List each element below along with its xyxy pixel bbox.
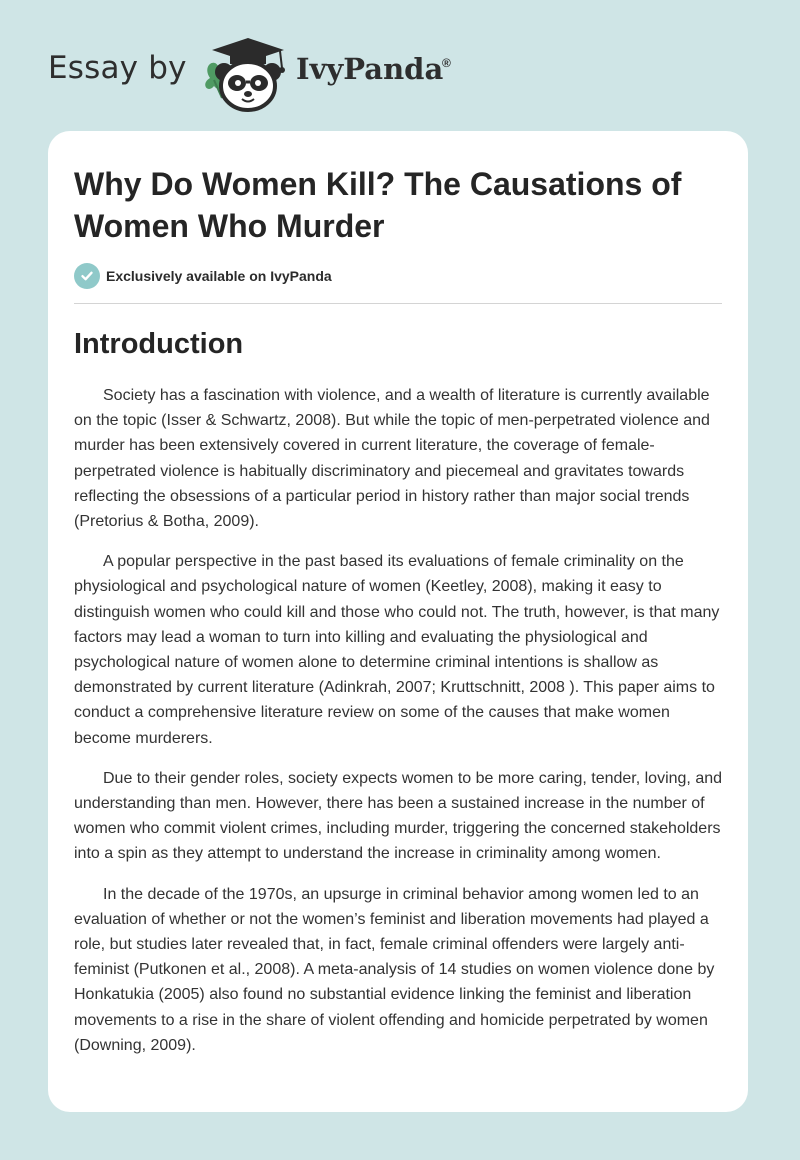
essay-body: [74, 383, 726, 1073]
check-icon: [74, 263, 100, 289]
panda-graduate-icon[interactable]: [200, 36, 296, 112]
paragraph: Society has a fascination with violence, and a wealth of literature is currently available on the topic (Isser & Schwartz, 2008). But while the topic of men-perpetrated violence and murder has been extensively covered in current literature, the coverage of female-perpetrated violence is habitually discriminatory and piecemeal and gravitates towards reflecting the obsessions of a particular period in history rather than major social trends (Pretorius & Botha, 2009).: [74, 387, 710, 531]
registered-mark: ®: [442, 56, 451, 70]
paragraph: Due to their gender roles, society expects women to be more caring, tender, loving, and understanding than men. However, there has been a sustained increase in the number of women who commit violent crimes, including murder, triggering the concerned stakeholders into a spin as they attempt to understand the increase in criminality among women.: [74, 769, 723, 863]
paragraph: A popular perspective in the past based its evaluations of female criminality on the physiological and psychological nature of women (Keetley, 2008), making it easy to distinguish women who could kill and those who could not. The truth, however, is that many factors may lead a woman to turn into killing and evaluating the physiological and psychological nature of women alone to determine criminal intentions is shallow as demonstrated by current literature (Adinkrah, 2007; Kruttschnitt, 2008 ). This paper aims to conduct a comprehensive literature review on some of the causes that make women become murderers.: [74, 553, 720, 747]
badge-label: Exclusively available on IvyPanda: [106, 268, 332, 284]
essay-card: [48, 131, 748, 1112]
exclusive-badge: [74, 263, 332, 289]
paragraph: In the decade of the 1970s, an upsurge in criminal behavior among women led to an evaluation of whether or not the women’s feminist and liberation movements had played a role, but studies later revealed that, in fact, female criminal offenders were largely anti-feminist (Putkonen et al., 2008). A meta-analysis of 14 studies on women violence done by Honkatukia (2005) also found no substantial evidence linking the feminist and liberation movements to a rise in the share of violent offending and homicide perpetrated by women (Downing, 2009).: [74, 885, 715, 1054]
section-heading: Introduction: [74, 328, 244, 360]
divider: [74, 303, 722, 304]
essay-by-label: Essay by: [48, 50, 187, 86]
brand-name[interactable]: IvyPanda: [296, 52, 444, 86]
site-header: [0, 0, 800, 130]
essay-title: Why Do Women Kill? The Causations of Women Who Murder: [74, 166, 682, 244]
